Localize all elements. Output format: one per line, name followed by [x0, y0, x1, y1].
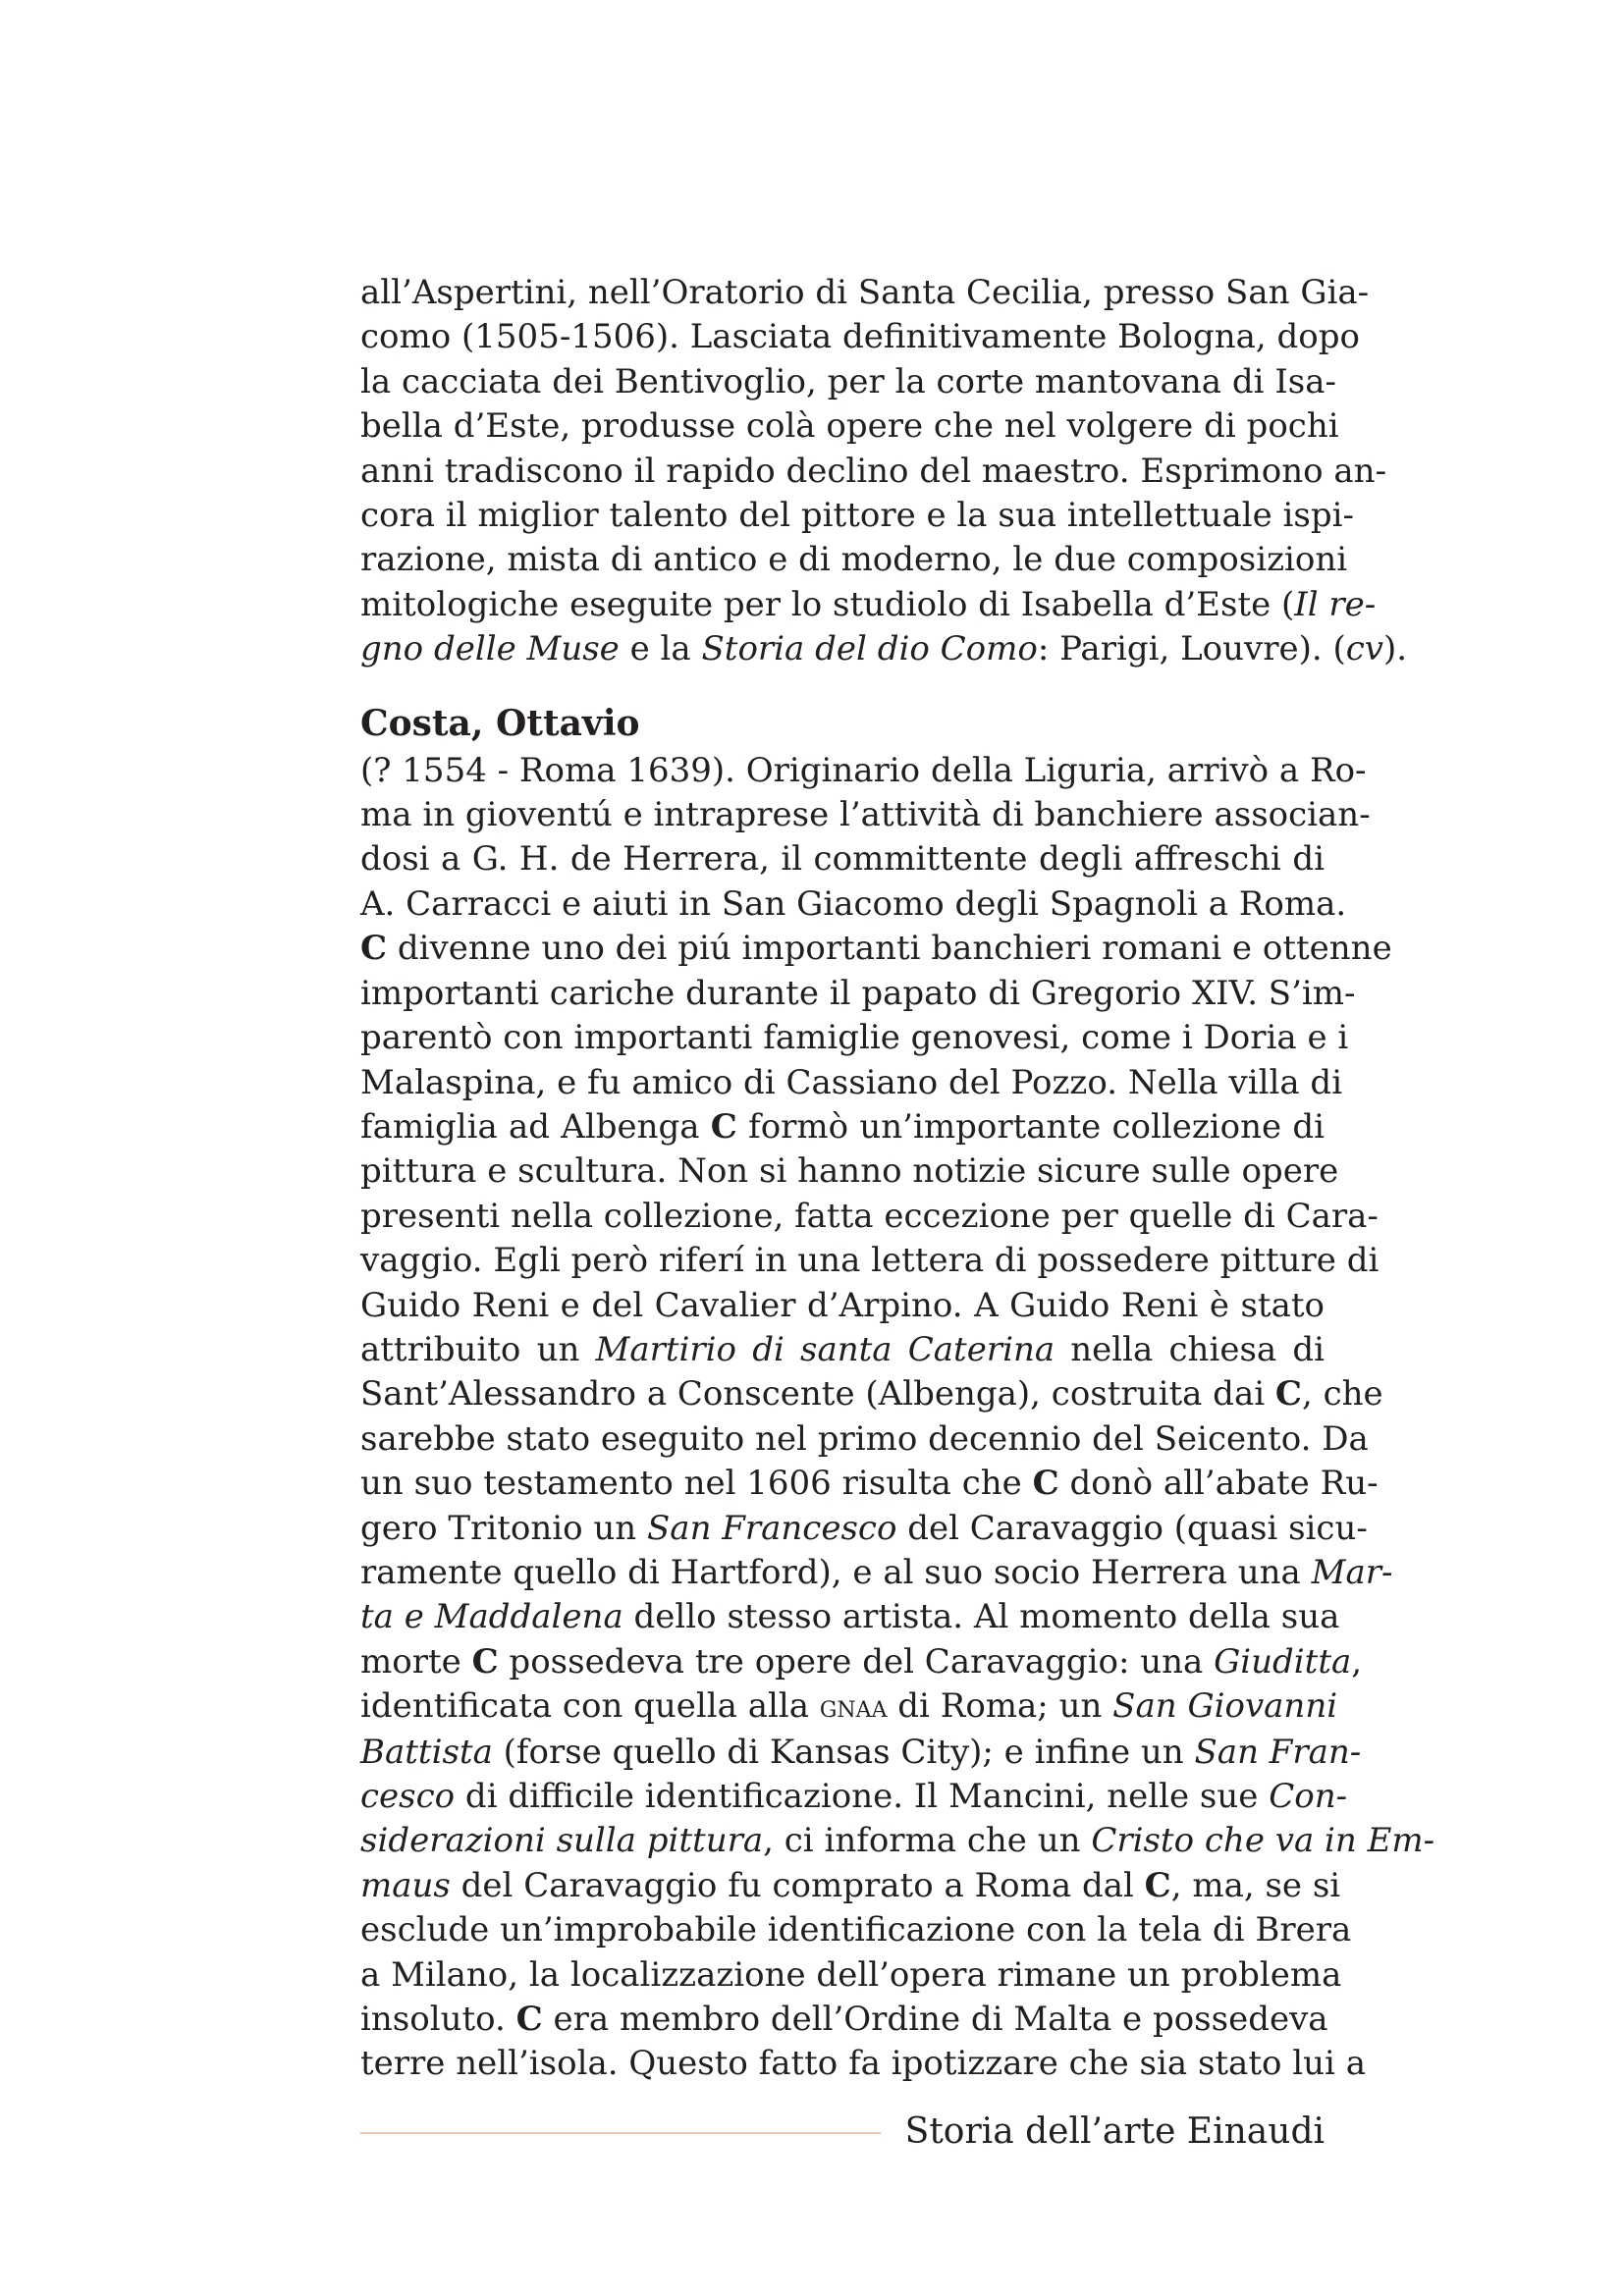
text-line [360, 1239, 1380, 1283]
italic-text: siderazioni sulla pittura [360, 1821, 764, 1861]
text-run: (? 1554 - Roma 1639). Originario della Liguria, arrivò a Ro- [360, 750, 1367, 790]
text-line [360, 1149, 1339, 1194]
text-run: : Parigi, Louvre). ( [1037, 629, 1346, 669]
bold-text: C [515, 2000, 543, 2040]
text-run: mitologiche eseguite per lo studiolo di Isabella d’Este ( [360, 584, 1295, 624]
text-run: vaggio. Egli però riferí in una lettera di possedere pitture di [360, 1241, 1380, 1281]
text-run: insoluto. [360, 2000, 516, 2040]
text-line [360, 1684, 1338, 1730]
text-line [360, 1953, 1342, 1998]
text-run: del Caravaggio (quasi sicu- [896, 1508, 1368, 1548]
text-line [360, 360, 1336, 404]
italic-text: gno delle Muse [360, 629, 620, 669]
italic-text: San Giovanni [1112, 1686, 1338, 1727]
text-line [360, 494, 1354, 538]
footer-title: Storia dell’arte Einaudi [904, 2111, 1325, 2152]
text-run: all’Aspertini, nell’Oratorio di Santa Cecilia, presso San Gia- [360, 273, 1370, 312]
text-run: pittura e scultura. Non si hanno notizie sicure sulle opere [360, 1151, 1339, 1192]
text-run: como (1505-1506). Lasciata definitivamente Bologna, dopo [360, 317, 1360, 357]
italic-text: cv [1345, 629, 1383, 669]
text-line [360, 1061, 1343, 1105]
italic-text: Giuditta [1214, 1641, 1352, 1682]
text-line [360, 1462, 1379, 1506]
text-run: Guido Reni e del Cavalier d’Arpino. A Guido Reni è stato [360, 1285, 1325, 1325]
text-line [360, 1731, 1362, 1775]
text-line [360, 1908, 1352, 1952]
text-run: sarebbe stato eseguito nel primo decennio del Seicento. Da [360, 1418, 1369, 1459]
text-run: bella d’Este, produsse colà opere che nel volgere di pochi [360, 406, 1339, 447]
italic-text: Martirio di santa Caterina [595, 1329, 1055, 1369]
text-line [360, 271, 1370, 315]
bold-text: C [1144, 1865, 1171, 1905]
text-line [360, 1507, 1368, 1551]
text-run: di difficile identificazione. Il Mancini, nelle sue [455, 1777, 1270, 1816]
text-run: esclude un’improbabile identificazione con la tela di Brera [360, 1910, 1352, 1950]
text-run: dosi a G. H. de Herrera, il committente degli affreschi di [360, 839, 1325, 880]
text-run: un suo testamento nel 1606 risulta che [360, 1464, 1033, 1504]
text-line [360, 1640, 1363, 1684]
text-run: , che [1301, 1374, 1383, 1415]
text-line [360, 450, 1387, 494]
text-line [360, 1372, 1383, 1416]
text-run: gnaa [819, 1689, 888, 1726]
text-line [360, 749, 1367, 793]
text-run: cora il miglior talento del pittore e la sua intellettuale ispi- [360, 496, 1354, 536]
italic-text: Con- [1269, 1777, 1348, 1816]
text-run: presenti nella collezione, fatta eccezione per quelle di Cara- [360, 1196, 1379, 1236]
text-line [360, 1551, 1393, 1595]
text-run: nella chiesa di [1055, 1329, 1325, 1369]
text-run: a Milano, la localizzazione dell’opera rimane un problema [360, 1954, 1342, 1995]
text-run: attribuito un [360, 1329, 596, 1369]
text-run: donò all’abate Ru- [1058, 1464, 1379, 1504]
text-line [360, 1864, 1341, 1908]
bold-text: C [710, 1106, 737, 1147]
text-line [360, 1417, 1369, 1462]
text-run: , [1351, 1641, 1363, 1682]
text-run: di Roma; un [887, 1686, 1113, 1727]
text-run: possedeva tre opere del Caravaggio: una [498, 1641, 1215, 1682]
text-run: A. Carracci e aiuti in San Giacomo degli Spagnoli a Roma. [360, 883, 1347, 924]
italic-text: cesco [360, 1777, 456, 1816]
page-text [360, 271, 1435, 2087]
text-run: terre nell’isola. Questo fatto fa ipotizzare che sia stato lui a [360, 2044, 1366, 2084]
text-line [360, 1775, 1348, 1819]
text-run: famiglia ad Albenga [360, 1106, 711, 1147]
footer-rule [360, 2132, 881, 2134]
text-run: dello stesso artista. Al momento della sua [622, 1597, 1340, 1637]
text-line [360, 538, 1348, 582]
text-run: , ci informa che un [763, 1821, 1092, 1861]
text-run: la cacciata dei Bentivoglio, per la corte mantovana di Isa- [360, 361, 1336, 401]
text-run: ma in gioventú e intraprese l’attività di banchiere associan- [360, 795, 1371, 835]
text-line [360, 793, 1371, 837]
bold-text: C [360, 929, 388, 969]
text-line [360, 1998, 1328, 2042]
text-run: formò un’importante collezione di [736, 1106, 1325, 1147]
text-line [360, 1328, 1325, 1372]
text-line [360, 627, 1408, 671]
text-run: , ma, se si [1170, 1865, 1341, 1905]
text-line [360, 1195, 1379, 1239]
text-run: Malaspina, e fu amico di Cassiano del Pozzo. Nella villa di [360, 1062, 1343, 1102]
text-run: identificata con quella alla [360, 1686, 820, 1727]
text-line [360, 837, 1325, 881]
text-line [360, 1284, 1325, 1328]
text-run: e la [619, 629, 702, 669]
text-run: era membro dell’Ordine di Malta e possedeva [542, 2000, 1328, 2040]
text-run: (forse quello di Kansas City); e infine un [492, 1732, 1195, 1772]
text-run: ). [1383, 629, 1408, 669]
bold-text: C [1032, 1464, 1059, 1504]
text-line [360, 315, 1360, 359]
bold-text: C [1274, 1374, 1302, 1415]
text-run: Sant’Alessandro a Conscente (Albenga), costruita dai [360, 1374, 1275, 1415]
text-line [360, 404, 1339, 449]
entry-paragraph [360, 749, 1435, 2087]
italic-text: ta e Maddalena [360, 1597, 623, 1637]
italic-text: Cristo che va in Em- [1091, 1821, 1435, 1861]
italic-text: San Francesco [647, 1508, 897, 1548]
text-run: morte [360, 1641, 472, 1682]
italic-text: maus [360, 1865, 451, 1905]
previous-entry-paragraph [360, 271, 1408, 672]
text-run: parentò con importanti famiglie genovesi, come i Doria e i [360, 1018, 1349, 1058]
text-run: ramente quello di Hartford), e al suo socio Herrera una [360, 1552, 1312, 1592]
text-line [360, 972, 1356, 1016]
italic-text: Il re- [1294, 584, 1377, 624]
text-run: gero Tritonio un [360, 1508, 648, 1548]
text-line [360, 1105, 1325, 1149]
bold-text: C [471, 1641, 499, 1682]
text-run: del Caravaggio fu comprato a Roma dal [450, 1865, 1145, 1905]
text-line [360, 583, 1377, 627]
text-run: divenne uno dei piú importanti banchieri romani e ottenne [387, 929, 1392, 969]
italic-text: Mar- [1311, 1552, 1393, 1592]
text-run: importanti cariche durante il papato di Gregorio XIV. S’im- [360, 973, 1356, 1013]
italic-text: Battista [360, 1732, 493, 1772]
text-line [360, 1595, 1340, 1639]
italic-text: San Fran- [1194, 1732, 1362, 1772]
entry-heading: Costa, Ottavio [360, 702, 640, 744]
text-run: razione, mista di antico e di moderno, le due composizioni [360, 540, 1348, 580]
text-line [360, 882, 1347, 927]
italic-text: Storia del dio Como [701, 629, 1038, 669]
text-run: anni tradiscono il rapido declino del maestro. Esprimono an- [360, 451, 1387, 491]
text-line [360, 2042, 1366, 2086]
text-line [360, 1016, 1349, 1060]
text-line [360, 1819, 1435, 1863]
page-footer [360, 2110, 1325, 2154]
text-line [360, 927, 1392, 971]
